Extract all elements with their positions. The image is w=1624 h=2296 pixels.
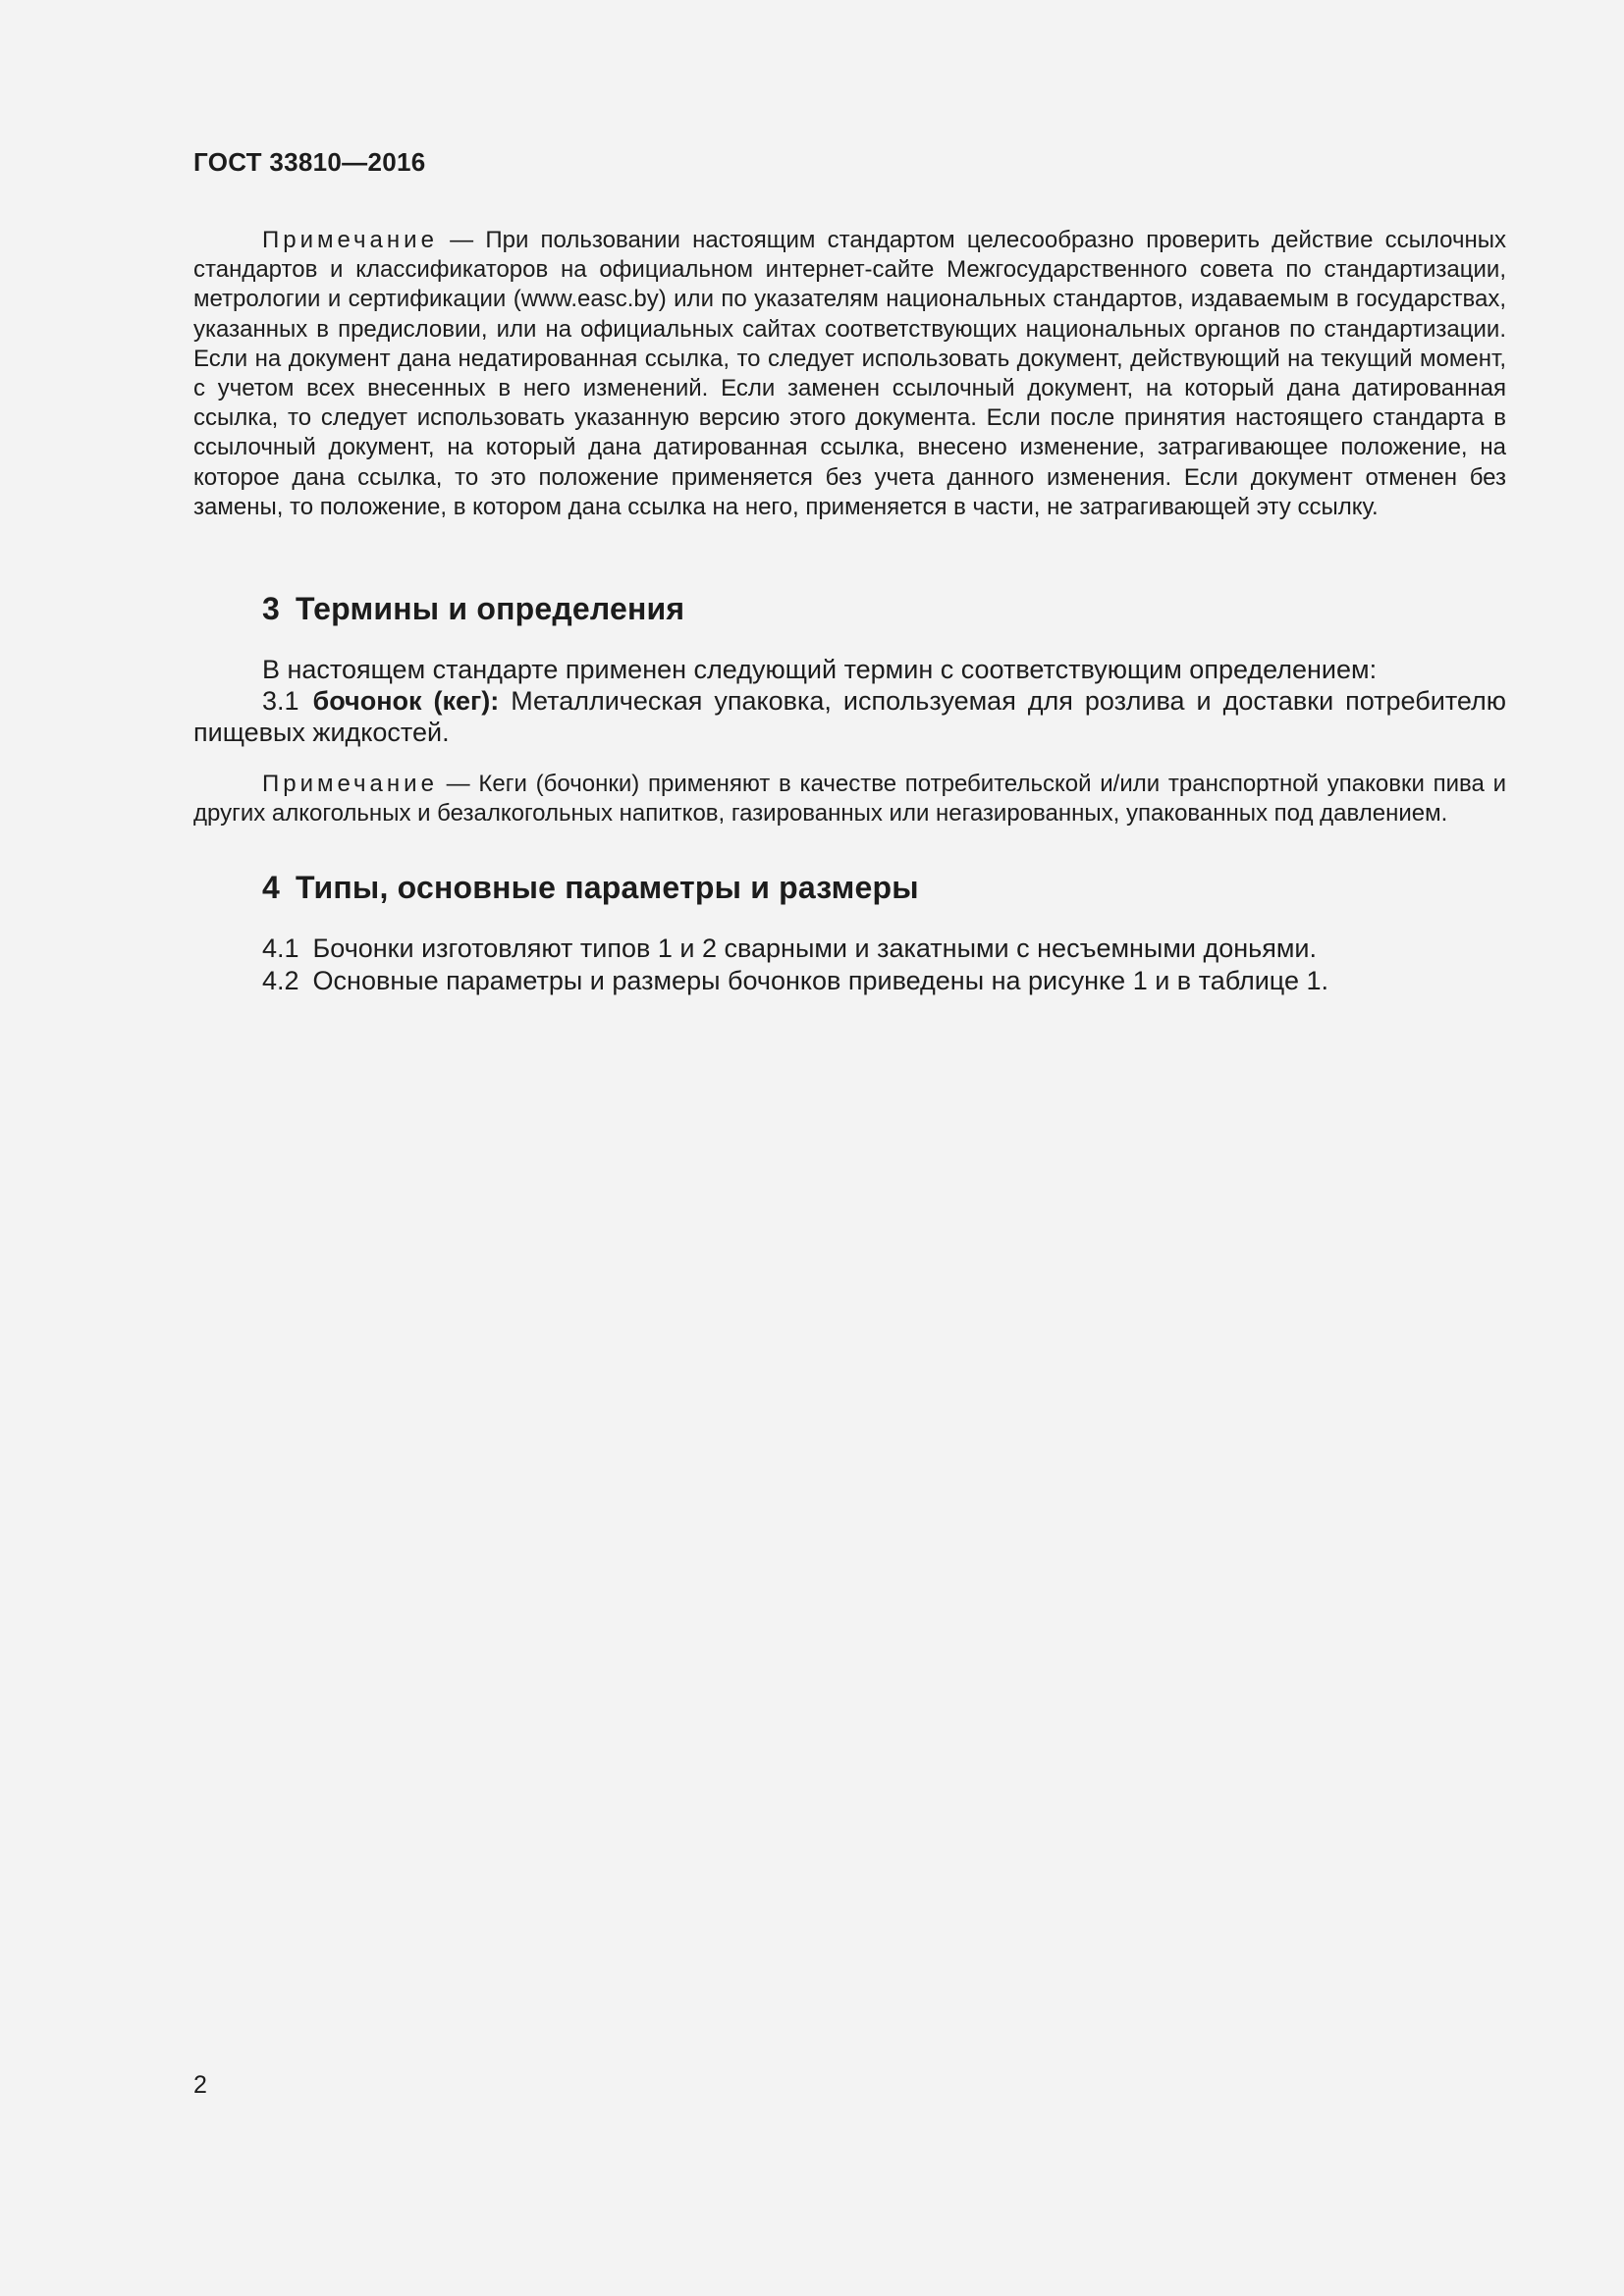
term-number: 3.1 (262, 686, 299, 716)
clause-number: 4.2 (262, 966, 299, 995)
clause-4-1 (193, 933, 1506, 964)
section-4-heading (262, 870, 919, 906)
note-label: Примечание (262, 771, 438, 797)
term-definition (193, 685, 1506, 748)
term-name: бочонок (кег): (312, 686, 500, 716)
section-title: Типы, основные параметры и размеры (296, 870, 919, 905)
term-definition-text: Металлическая упаковка, используемая для розлива и доставки потребителю пищевых жидкостей. (193, 686, 1507, 747)
clause-text: Основные параметры и размеры бочонков приведены на рисунке 1 и в таблице 1. (312, 966, 1328, 995)
document-header: ГОСТ 33810—2016 (193, 147, 426, 177)
section-3-heading (262, 591, 684, 627)
page-number: 2 (193, 2071, 207, 2099)
section-number: 3 (262, 591, 280, 626)
note-text: — Кеги (бочонки) применяют в качестве потребительской и/или транспортной упаковки пива и других алкогольных и безалкогольных напитков, газированных или негазированных, упакованных под давлением. (193, 771, 1506, 827)
section-title: Термины и определения (296, 591, 685, 626)
note-label: Примечание (262, 227, 438, 253)
clause-text: Бочонки изготовляют типов 1 и 2 сварными и закатными с несъемными доньями. (312, 934, 1318, 963)
reference-note (193, 226, 1506, 522)
clause-number: 4.1 (262, 934, 299, 963)
clause-4-2 (193, 965, 1506, 996)
section-3-intro: В настоящем стандарте применен следующий термин с соответствующим определением: (262, 655, 1378, 684)
note-text: — При пользовании настоящим стандартом целесообразно проверить действие ссылочных стандартов и классификаторов на официальном интернет-сайте Межгосударственного совета по стандартизации, метрологии и сертификации (www.easc.by) или по указателям национальных стандартов, издаваемым в государствах, указанных в предисловии, или на официальных сайтах соответствующих национальных органов по стандартизации. Если на документ дана недатированная ссылка, то следует использовать документ, действующий на текущий момент, с учетом всех внесенных в него изменений. Если заменен ссылочный документ, на который дана датированная ссылка, то следует использовать указанную версию этого документа. Если после принятия настоящего стандарта в ссылочный документ, на который дана датированная ссылка, внесено изменение, затрагивающее положение, на которое дана ссылка, то это положение применяется без учета данного изменения. Если документ отменен без замены, то положение, в котором дана ссылка на него, применяется в части, не затрагивающей эту ссылку. (193, 227, 1506, 520)
term-note (193, 770, 1506, 828)
section-number: 4 (262, 870, 280, 905)
